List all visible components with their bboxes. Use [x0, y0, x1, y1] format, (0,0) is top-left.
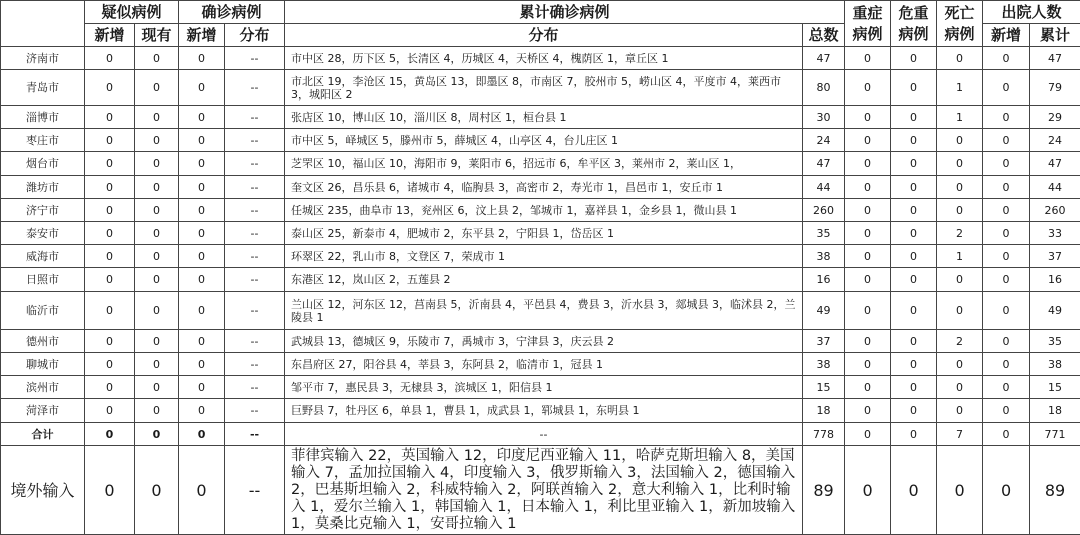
discharged-new-cell: 0	[983, 199, 1030, 222]
distribution-cell: 张店区 10，博山区 10，淄川区 8，周村区 1，桓台县 1	[285, 106, 803, 129]
critical-cell: 0	[891, 152, 937, 176]
discharged-new-cell: 0	[983, 268, 1030, 292]
header-confirmed-distribution: 分布	[225, 24, 285, 47]
confirmed-new-cell: 0	[179, 399, 225, 423]
confirmed-distribution-cell: --	[225, 152, 285, 176]
severe-cell: 0	[845, 423, 891, 446]
city-cell: 临沂市	[1, 292, 85, 330]
suspected-new-cell: 0	[85, 106, 135, 129]
suspected-new-cell: 0	[85, 353, 135, 376]
distribution-cell: --	[285, 423, 803, 446]
confirmed-new-cell: 0	[179, 47, 225, 70]
severe-cell: 0	[845, 330, 891, 353]
death-cell: 1	[937, 245, 983, 268]
total-cell: 38	[803, 353, 845, 376]
critical-cell: 0	[891, 70, 937, 106]
distribution-cell: 芝罘区 10，福山区 10，海阳市 9，莱阳市 6，招远市 6，牟平区 3，莱州市 2，莱山区 1，	[285, 152, 803, 176]
suspected-current-cell: 0	[135, 423, 179, 446]
header-discharged-new: 新增	[983, 24, 1030, 47]
table-row	[1, 47, 1080, 70]
confirmed-new-cell: 0	[179, 376, 225, 399]
table-row	[1, 330, 1080, 353]
discharged-total-cell: 15	[1030, 376, 1080, 399]
city-cell: 潍坊市	[1, 176, 85, 199]
suspected-current-cell: 0	[135, 70, 179, 106]
death-cell: 0	[937, 292, 983, 330]
city-cell: 合计	[1, 423, 85, 446]
critical-cell: 0	[891, 129, 937, 152]
total-cell: 44	[803, 176, 845, 199]
distribution-cell: 奎文区 26，昌乐县 6，诸城市 4，临朐县 3，高密市 2，寿光市 1，昌邑市 1，安丘市 1	[285, 176, 803, 199]
death-cell: 0	[937, 353, 983, 376]
header-death: 死亡病例	[937, 1, 983, 47]
distribution-cell: 武城县 13，德城区 9，乐陵市 7，禹城市 3，宁津县 3，庆云县 2	[285, 330, 803, 353]
confirmed-distribution-cell: --	[225, 330, 285, 353]
header-severe: 重症病例	[845, 1, 891, 47]
header-total: 总数	[803, 24, 845, 47]
total-cell: 47	[803, 152, 845, 176]
discharged-total-cell: 49	[1030, 292, 1080, 330]
confirmed-new-cell: 0	[179, 70, 225, 106]
suspected-current-cell: 0	[135, 129, 179, 152]
suspected-new-cell: 0	[85, 330, 135, 353]
death-cell: 0	[937, 399, 983, 423]
discharged-new-cell: 0	[983, 353, 1030, 376]
city-cell: 滨州市	[1, 376, 85, 399]
table-row	[1, 245, 1080, 268]
confirmed-distribution-cell: --	[225, 106, 285, 129]
header-confirmed-new: 新增	[179, 24, 225, 47]
confirmed-new-cell: 0	[179, 292, 225, 330]
confirmed-distribution-cell: --	[225, 199, 285, 222]
discharged-new-cell: 0	[983, 423, 1030, 446]
city-cell: 菏泽市	[1, 399, 85, 423]
discharged-new-cell: 0	[983, 399, 1030, 423]
death-cell: 0	[937, 176, 983, 199]
death-cell: 1	[937, 106, 983, 129]
severe-cell: 0	[845, 376, 891, 399]
critical-cell: 0	[891, 376, 937, 399]
total-cell: 37	[803, 330, 845, 353]
confirmed-distribution-cell: --	[225, 399, 285, 423]
confirmed-new-cell: 0	[179, 106, 225, 129]
discharged-new-cell: 0	[983, 330, 1030, 353]
death-cell: 7	[937, 423, 983, 446]
table-row	[1, 70, 1080, 106]
city-cell: 境外输入	[1, 446, 85, 535]
distribution-cell: 环翠区 22，乳山市 8，文登区 7，荣成市 1	[285, 245, 803, 268]
distribution-cell: 东港区 12，岚山区 2，五莲县 2	[285, 268, 803, 292]
death-cell: 0	[937, 446, 983, 535]
table-row	[1, 106, 1080, 129]
total-cell: 49	[803, 292, 845, 330]
header-confirmed: 确诊病例	[179, 1, 285, 24]
city-cell: 德州市	[1, 330, 85, 353]
suspected-current-cell: 0	[135, 47, 179, 70]
suspected-current-cell: 0	[135, 330, 179, 353]
severe-cell: 0	[845, 199, 891, 222]
critical-cell: 0	[891, 423, 937, 446]
discharged-new-cell: 0	[983, 222, 1030, 245]
confirmed-new-cell: 0	[179, 152, 225, 176]
table-row	[1, 152, 1080, 176]
discharged-new-cell: 0	[983, 47, 1030, 70]
death-cell: 1	[937, 70, 983, 106]
discharged-new-cell: 0	[983, 446, 1030, 535]
suspected-current-cell: 0	[135, 446, 179, 535]
table-row	[1, 399, 1080, 423]
city-cell: 烟台市	[1, 152, 85, 176]
severe-cell: 0	[845, 129, 891, 152]
header-discharged: 出院人数	[983, 1, 1080, 24]
total-cell: 16	[803, 268, 845, 292]
critical-cell: 0	[891, 222, 937, 245]
distribution-cell: 市中区 28，历下区 5，长清区 4，历城区 4，天桥区 4，槐荫区 1，章丘区 1	[285, 47, 803, 70]
city-cell: 日照市	[1, 268, 85, 292]
suspected-current-cell: 0	[135, 222, 179, 245]
total-cell: 80	[803, 70, 845, 106]
header-blank	[1, 1, 85, 47]
discharged-total-cell: 37	[1030, 245, 1080, 268]
distribution-cell: 兰山区 12，河东区 12，莒南县 5，沂南县 4，平邑县 4，费县 3，沂水县 3，郯城县 3，临沭县 2，兰陵县 1	[285, 292, 803, 330]
confirmed-distribution-cell: --	[225, 129, 285, 152]
suspected-new-cell: 0	[85, 129, 135, 152]
discharged-total-cell: 29	[1030, 106, 1080, 129]
suspected-current-cell: 0	[135, 292, 179, 330]
table-row	[1, 222, 1080, 245]
distribution-cell: 市中区 5，峄城区 5，滕州市 5，薛城区 4，山亭区 4，台儿庄区 1	[285, 129, 803, 152]
header-suspected-new: 新增	[85, 24, 135, 47]
suspected-current-cell: 0	[135, 152, 179, 176]
total-cell: 30	[803, 106, 845, 129]
discharged-total-cell: 38	[1030, 353, 1080, 376]
confirmed-distribution-cell: --	[225, 70, 285, 106]
critical-cell: 0	[891, 330, 937, 353]
severe-cell: 0	[845, 106, 891, 129]
critical-cell: 0	[891, 446, 937, 535]
critical-cell: 0	[891, 353, 937, 376]
city-cell: 泰安市	[1, 222, 85, 245]
confirmed-distribution-cell: --	[225, 353, 285, 376]
confirmed-distribution-cell: --	[225, 176, 285, 199]
suspected-new-cell: 0	[85, 199, 135, 222]
suspected-new-cell: 0	[85, 245, 135, 268]
critical-cell: 0	[891, 176, 937, 199]
confirmed-new-cell: 0	[179, 330, 225, 353]
table-row	[1, 376, 1080, 399]
confirmed-new-cell: 0	[179, 222, 225, 245]
severe-cell: 0	[845, 446, 891, 535]
total-cell: 47	[803, 47, 845, 70]
death-cell: 0	[937, 268, 983, 292]
severe-cell: 0	[845, 176, 891, 199]
death-cell: 2	[937, 222, 983, 245]
severe-cell: 0	[845, 47, 891, 70]
severe-cell: 0	[845, 353, 891, 376]
distribution-cell: 市北区 19，李沧区 15，黄岛区 13，即墨区 8，市南区 7，胶州市 5，崂山区 4，平度市 4，莱西市 3，城阳区 2	[285, 70, 803, 106]
city-cell: 济宁市	[1, 199, 85, 222]
discharged-total-cell: 44	[1030, 176, 1080, 199]
distribution-cell: 任城区 235，曲阜市 13，兖州区 6，汶上县 2，邹城市 1，嘉祥县 1，金乡县 1，微山县 1	[285, 199, 803, 222]
total-cell: 778	[803, 423, 845, 446]
table-row	[1, 353, 1080, 376]
total-cell: 35	[803, 222, 845, 245]
death-cell: 0	[937, 376, 983, 399]
discharged-total-cell: 16	[1030, 268, 1080, 292]
discharged-total-cell: 47	[1030, 152, 1080, 176]
death-cell: 0	[937, 129, 983, 152]
confirmed-new-cell: 0	[179, 268, 225, 292]
confirmed-distribution-cell: --	[225, 376, 285, 399]
suspected-new-cell: 0	[85, 423, 135, 446]
distribution-cell: 东昌府区 27，阳谷县 4，莘县 3，东阿县 2，临清市 1，冠县 1	[285, 353, 803, 376]
total-row	[1, 423, 1080, 446]
header-suspected-current: 现有	[135, 24, 179, 47]
suspected-current-cell: 0	[135, 353, 179, 376]
confirmed-new-cell: 0	[179, 353, 225, 376]
suspected-new-cell: 0	[85, 446, 135, 535]
total-cell: 18	[803, 399, 845, 423]
critical-cell: 0	[891, 245, 937, 268]
suspected-new-cell: 0	[85, 292, 135, 330]
discharged-total-cell: 771	[1030, 423, 1080, 446]
header-critical: 危重病例	[891, 1, 937, 47]
death-cell: 2	[937, 330, 983, 353]
confirmed-new-cell: 0	[179, 245, 225, 268]
city-cell: 聊城市	[1, 353, 85, 376]
table-row	[1, 199, 1080, 222]
critical-cell: 0	[891, 268, 937, 292]
confirmed-distribution-cell: --	[225, 446, 285, 535]
distribution-cell: 菲律宾输入 22，英国输入 12，印度尼西亚输入 11，哈萨克斯坦输入 8，美国输入 7，孟加拉国输入 4，印度输入 3，俄罗斯输入 3，法国输入 2，德国输入 2，巴基斯坦输入 2，科威特输入 2，阿联酋输入 2，意大利输入 1，比利时输入 1，爱尔兰输入 1，韩国输入 1，日本输入 1，利比里亚输入 1，新加坡输入 1，莫桑比克输入 1，安哥拉输入 1	[285, 446, 803, 535]
suspected-new-cell: 0	[85, 70, 135, 106]
confirmed-new-cell: 0	[179, 129, 225, 152]
critical-cell: 0	[891, 47, 937, 70]
suspected-new-cell: 0	[85, 222, 135, 245]
city-cell: 枣庄市	[1, 129, 85, 152]
discharged-new-cell: 0	[983, 129, 1030, 152]
discharged-total-cell: 79	[1030, 70, 1080, 106]
severe-cell: 0	[845, 292, 891, 330]
total-cell: 260	[803, 199, 845, 222]
confirmed-distribution-cell: --	[225, 268, 285, 292]
confirmed-distribution-cell: --	[225, 47, 285, 70]
distribution-cell: 邹平市 7，惠民县 3，无棣县 3，滨城区 1，阳信县 1	[285, 376, 803, 399]
severe-cell: 0	[845, 245, 891, 268]
confirmed-new-cell: 0	[179, 446, 225, 535]
critical-cell: 0	[891, 292, 937, 330]
discharged-total-cell: 89	[1030, 446, 1080, 535]
discharged-total-cell: 35	[1030, 330, 1080, 353]
discharged-total-cell: 24	[1030, 129, 1080, 152]
death-cell: 0	[937, 199, 983, 222]
suspected-current-cell: 0	[135, 268, 179, 292]
discharged-total-cell: 47	[1030, 47, 1080, 70]
confirmed-distribution-cell: --	[225, 222, 285, 245]
header-cumulative: 累计确诊病例	[285, 1, 845, 24]
suspected-new-cell: 0	[85, 268, 135, 292]
table-row	[1, 129, 1080, 152]
city-cell: 淄博市	[1, 106, 85, 129]
confirmed-distribution-cell: --	[225, 245, 285, 268]
header-distribution: 分布	[285, 24, 803, 47]
table-row	[1, 268, 1080, 292]
total-cell: 38	[803, 245, 845, 268]
confirmed-new-cell: 0	[179, 199, 225, 222]
suspected-current-cell: 0	[135, 245, 179, 268]
discharged-new-cell: 0	[983, 376, 1030, 399]
death-cell: 0	[937, 47, 983, 70]
suspected-new-cell: 0	[85, 152, 135, 176]
distribution-cell: 泰山区 25，新泰市 4，肥城市 2，东平县 2，宁阳县 1，岱岳区 1	[285, 222, 803, 245]
confirmed-new-cell: 0	[179, 423, 225, 446]
discharged-new-cell: 0	[983, 176, 1030, 199]
suspected-current-cell: 0	[135, 376, 179, 399]
suspected-new-cell: 0	[85, 47, 135, 70]
discharged-new-cell: 0	[983, 152, 1030, 176]
distribution-cell: 巨野县 7，牡丹区 6，单县 1，曹县 1，成武县 1，郓城县 1，东明县 1	[285, 399, 803, 423]
city-cell: 威海市	[1, 245, 85, 268]
severe-cell: 0	[845, 70, 891, 106]
discharged-new-cell: 0	[983, 70, 1030, 106]
table-row	[1, 176, 1080, 199]
total-cell: 89	[803, 446, 845, 535]
confirmed-new-cell: 0	[179, 176, 225, 199]
discharged-total-cell: 260	[1030, 199, 1080, 222]
suspected-new-cell: 0	[85, 399, 135, 423]
suspected-current-cell: 0	[135, 199, 179, 222]
discharged-total-cell: 18	[1030, 399, 1080, 423]
suspected-current-cell: 0	[135, 176, 179, 199]
severe-cell: 0	[845, 152, 891, 176]
discharged-new-cell: 0	[983, 292, 1030, 330]
table-row	[1, 292, 1080, 330]
critical-cell: 0	[891, 399, 937, 423]
discharged-total-cell: 33	[1030, 222, 1080, 245]
discharged-new-cell: 0	[983, 106, 1030, 129]
city-cell: 济南市	[1, 47, 85, 70]
confirmed-distribution-cell: --	[225, 423, 285, 446]
suspected-new-cell: 0	[85, 376, 135, 399]
severe-cell: 0	[845, 399, 891, 423]
header-discharged-total: 累计	[1030, 24, 1080, 47]
severe-cell: 0	[845, 268, 891, 292]
total-cell: 24	[803, 129, 845, 152]
city-cell: 青岛市	[1, 70, 85, 106]
confirmed-distribution-cell: --	[225, 292, 285, 330]
discharged-new-cell: 0	[983, 245, 1030, 268]
critical-cell: 0	[891, 106, 937, 129]
death-cell: 0	[937, 152, 983, 176]
suspected-current-cell: 0	[135, 106, 179, 129]
foreign-import-row	[1, 446, 1080, 535]
critical-cell: 0	[891, 199, 937, 222]
suspected-current-cell: 0	[135, 399, 179, 423]
header-suspected: 疑似病例	[85, 1, 179, 24]
severe-cell: 0	[845, 222, 891, 245]
suspected-new-cell: 0	[85, 176, 135, 199]
total-cell: 15	[803, 376, 845, 399]
